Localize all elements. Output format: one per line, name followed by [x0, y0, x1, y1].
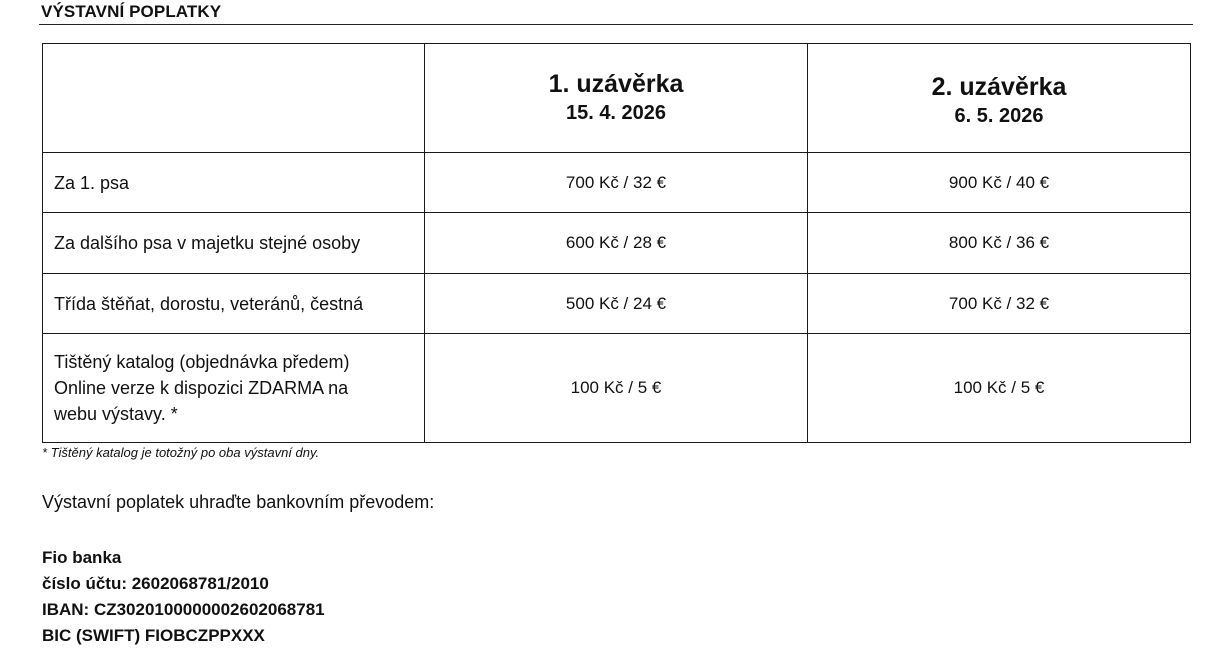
- bank-name: Fio banka: [42, 548, 122, 567]
- deadline-2-date: 6. 5. 2026: [954, 105, 1044, 127]
- table-header-row: [43, 44, 1191, 153]
- bank-details: [42, 545, 325, 649]
- fee-deadline-1: 500 Kč / 24 €: [425, 274, 808, 334]
- payment-intro: Výstavní poplatek uhraďte bankovním převodem:: [42, 492, 435, 512]
- row-label: [43, 334, 425, 443]
- row-label: Za 1. psa: [43, 153, 425, 213]
- row-label: Za dalšího psa v majetku stejné osoby: [43, 213, 425, 274]
- header-empty-cell: [43, 44, 425, 153]
- iban: IBAN: CZ3020100000002602068781: [42, 600, 325, 619]
- account-number: číslo účtu: 2602068781/2010: [42, 574, 269, 593]
- fee-deadline-2: 100 Kč / 5 €: [808, 334, 1191, 443]
- table-row: [43, 153, 1191, 213]
- fee-deadline-2: 800 Kč / 36 €: [808, 213, 1191, 274]
- header-deadline-1: [425, 44, 808, 153]
- fee-deadline-1: 100 Kč / 5 €: [425, 334, 808, 443]
- fee-deadline-1: 600 Kč / 28 €: [425, 213, 808, 274]
- header-deadline-2: [808, 44, 1191, 153]
- table-row: [43, 274, 1191, 334]
- table-row: [43, 334, 1191, 443]
- footnote: * Tištěný katalog je totožný po oba výstavní dny.: [42, 445, 320, 460]
- bic-swift: BIC (SWIFT) FIOBCZPPXXX: [42, 626, 265, 645]
- row-label-line: webu výstavy. *: [54, 404, 178, 424]
- section-title: VÝSTAVNÍ POPLATKY: [41, 2, 222, 21]
- deadline-1-date: 15. 4. 2026: [565, 102, 667, 124]
- fee-deadline-1: 700 Kč / 32 €: [425, 153, 808, 213]
- row-label-line: Online verze k dispozici ZDARMA na: [54, 378, 349, 398]
- title-underline: [39, 24, 1193, 25]
- fee-deadline-2: 700 Kč / 32 €: [808, 274, 1191, 334]
- row-label-line: Tištěný katalog (objednávka předem): [54, 352, 350, 372]
- deadline-1-title: 1. uzávěrka: [548, 70, 684, 98]
- row-label: Třída štěňat, dorostu, veteránů, čestná: [43, 274, 425, 334]
- fees-table: [42, 43, 1191, 443]
- deadline-2-title: 2. uzávěrka: [931, 73, 1067, 101]
- table-row: [43, 213, 1191, 274]
- fee-deadline-2: 900 Kč / 40 €: [808, 153, 1191, 213]
